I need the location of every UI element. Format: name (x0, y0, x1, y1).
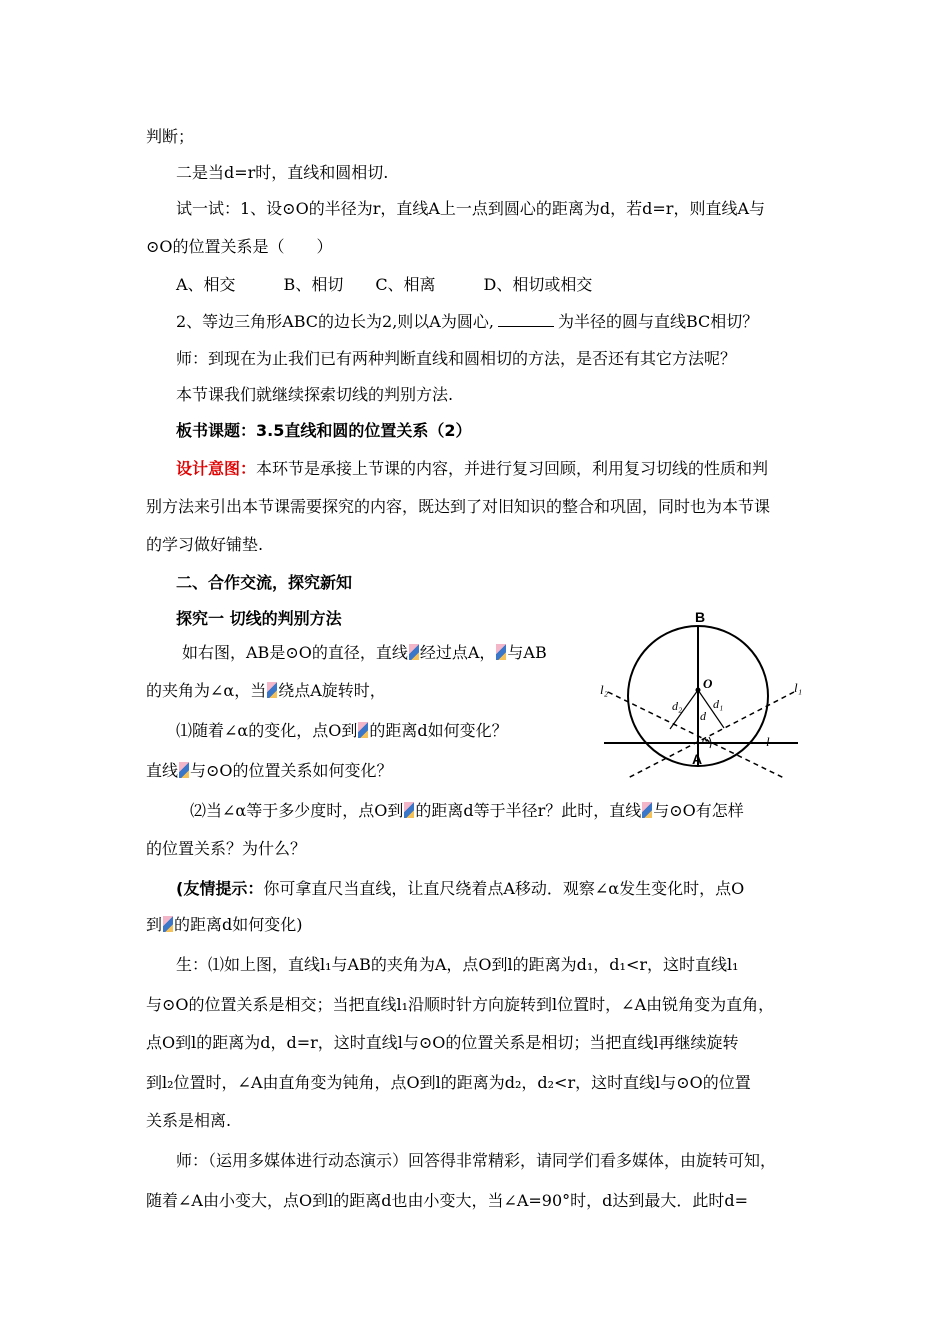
text-line: ⊙O的位置关系是（ ） (146, 237, 333, 256)
text-line: 生：⑴如上图，直线l₁与AB的夹角为A，点O到l的距离为d₁，d₁<r，这时直线l₁ (176, 955, 739, 974)
text-line: 本节课我们就继续探索切线的判别方法. (176, 385, 454, 404)
center-point (696, 688, 701, 693)
label-l: l (766, 734, 770, 749)
text-span: 如右图，AB是⊙O的直径，直线 (182, 643, 408, 662)
text-span: 的夹角为∠α，当 (146, 681, 267, 700)
text-line: 点O到l的距离为d，d=r，这时直线l与⊙O的位置关系是相切；当把直线l再继续旋转 (146, 1033, 739, 1052)
design-intent (176, 458, 768, 480)
text-line: 二是当d=r时，直线和圆相切. (176, 163, 389, 182)
label-b: B (695, 609, 706, 625)
line-symbol-icon (267, 682, 277, 698)
text-line: 关系是相离. (146, 1111, 232, 1130)
circle-tangent-figure (598, 608, 830, 786)
line-symbol-icon (409, 644, 419, 660)
text-line (190, 800, 744, 822)
text-line: 师：（运用多媒体进行动态演示）回答得非常精彩，请同学们看多媒体，由旋转可知， (176, 1151, 777, 1170)
question-2-start: 2、等边三角形ABC的边长为2,则以A为圆心, (176, 312, 494, 331)
line-symbol-icon (163, 916, 173, 932)
text-line: 师：到现在为止我们已有两种判断直线和圆相切的方法，是否还有其它方法呢？ (176, 349, 737, 368)
label-d2: d₂ (672, 699, 683, 713)
line-symbol-icon (642, 802, 652, 818)
text-line: 判断； (146, 127, 195, 146)
text-line (176, 720, 508, 742)
text-span: 到 (146, 915, 163, 934)
label-l1: l₁ (794, 680, 803, 695)
text-line: 与⊙O的位置关系是相交；当把直线l₁沿顺时针方向旋转到l位置时，∠A由锐角变为直角， (146, 995, 775, 1014)
label-l2: l₂ (600, 682, 609, 697)
text-line: 的学习做好铺垫. (146, 535, 264, 554)
text-line (146, 914, 303, 936)
section-heading: 二、合作交流，探究新知 (176, 573, 353, 592)
hint-line (176, 878, 744, 900)
text-span: ⑵当∠α等于多少度时，点O到 (190, 801, 404, 820)
label-alpha: α (702, 735, 708, 747)
label-a: A (692, 751, 703, 767)
text-span: 与⊙O有怎样 (653, 801, 744, 820)
text-line: 别方法来引出本节课需要探究的内容，既达到了对旧知识的整合和巩固，同时也为本节课 (146, 497, 771, 516)
line-symbol-icon (358, 722, 368, 738)
answer-blank (498, 310, 554, 327)
text-line: 试一试：1、设⊙O的半径为r，直线A上一点到圆心的距离为d，若d=r，则直线A与 (176, 199, 766, 218)
choice-options: A、相交 B、相切 C、相离 D、相切或相交 (176, 275, 593, 294)
question-2 (176, 310, 758, 333)
text-span: 与⊙O的位置关系如何变化？ (190, 761, 393, 780)
line-symbol-icon (496, 644, 506, 660)
text-line: 的位置关系？为什么？ (146, 839, 307, 858)
text-span: 绕点A旋转时， (278, 681, 386, 700)
line-symbol-icon (179, 762, 189, 778)
text-line: 随着∠A由小变大，点O到l的距离d也由小变大，当∠A=90°时，d达到最大．此时d= (146, 1191, 749, 1210)
text-span: 经过点A， (419, 643, 496, 662)
text-span: 的距离d如何变化) (174, 915, 303, 934)
text-line (182, 642, 547, 664)
text-span: ⑴随着∠α的变化，点O到 (176, 721, 358, 740)
label-d: d (700, 709, 706, 723)
text-span: 的距离d等于半径r？此时，直线 (415, 801, 642, 820)
line-symbol-icon (404, 802, 414, 818)
hint-label: (友情提示： (176, 879, 264, 898)
question-2-end: 为半径的圆与直线BC相切？ (557, 312, 759, 331)
text-line (146, 680, 386, 702)
text-line: 到l₂位置时，∠A由直角变为钝角，点O到l的距离为d₂，d₂<r，这时直线l与⊙O的位置 (146, 1073, 751, 1092)
text-span: 与AB (507, 643, 547, 662)
text-span: 直线 (146, 761, 179, 780)
label-o: O (703, 676, 713, 691)
lesson-title: 板书课题：3.5直线和圆的位置关系（2） (176, 421, 472, 440)
design-intent-text: 本环节是承接上节课的内容，并进行复习回顾，利用复习切线的性质和判 (256, 459, 769, 478)
subsection-heading: 探究一 切线的判别方法 (176, 609, 342, 628)
text-line (146, 760, 393, 782)
text-span: 你可拿直尺当直线，让直尺绕着点A移动．观察∠α发生变化时，点O (263, 879, 745, 898)
text-span: 的距离d如何变化？ (369, 721, 508, 740)
design-intent-label: 设计意图： (176, 459, 257, 478)
label-d1: d₁ (713, 697, 724, 711)
